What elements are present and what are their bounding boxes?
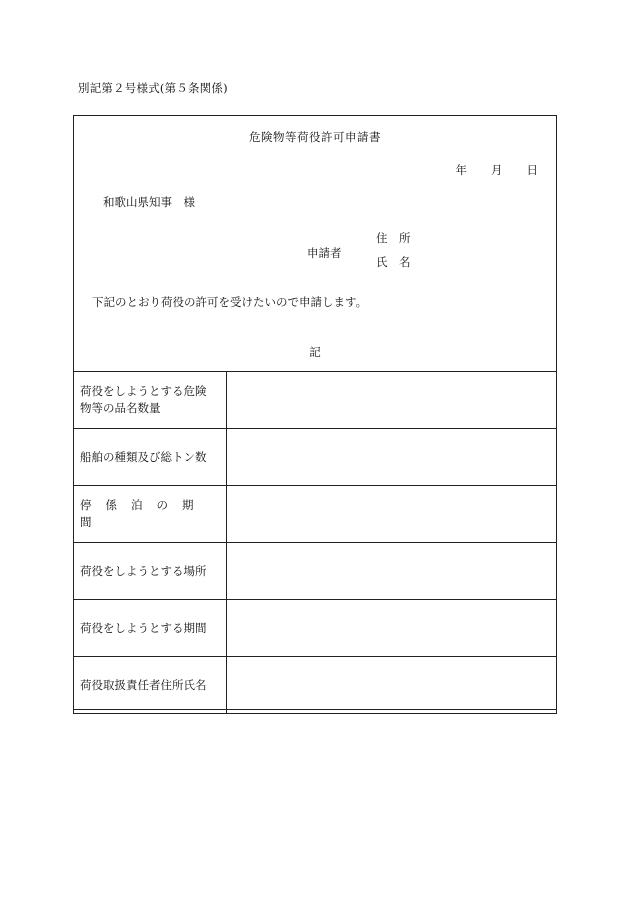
year-label: 年 — [455, 163, 467, 177]
row-value-field[interactable] — [227, 429, 557, 486]
month-label: 月 — [491, 163, 503, 177]
row-value-field[interactable] — [227, 657, 557, 714]
row-label-line2: 物等の品名数量 — [80, 401, 161, 415]
address-label: 住 所 — [376, 231, 411, 245]
row-value-field[interactable] — [227, 600, 557, 657]
table-row — [74, 372, 557, 429]
form-reference: 別記第２号様式(第５条関係) — [78, 81, 228, 95]
form-title: 危険物等荷役許可申請書 — [249, 130, 381, 144]
row-label — [74, 657, 227, 714]
row-label-line1: 荷役をしようとする場所 — [80, 563, 207, 578]
row-label-line1: 荷役をしようとする期間 — [80, 620, 207, 635]
row-label — [74, 543, 227, 600]
row-label — [74, 372, 227, 429]
date-row — [456, 162, 539, 178]
row-label — [74, 600, 227, 657]
table-row — [74, 429, 557, 486]
row-value-field[interactable] — [227, 486, 557, 543]
row-label-line1: 船舶の種類及び総トン数 — [80, 449, 207, 464]
row-label — [74, 486, 227, 543]
row-label-line1: 荷役をしようとする危険 — [80, 384, 207, 398]
table-row — [74, 657, 557, 714]
name-label: 氏 名 — [376, 255, 411, 269]
ki-heading: 記 — [309, 345, 321, 359]
row-value-field[interactable] — [227, 543, 557, 600]
row-label-line1: 停係泊の期間 — [80, 498, 208, 529]
row-value-field[interactable] — [227, 372, 557, 429]
application-form — [73, 115, 557, 710]
table-row — [74, 600, 557, 657]
row-label — [74, 429, 227, 486]
addressee: 和歌山県知事 様 — [103, 195, 195, 209]
day-label: 日 — [526, 163, 538, 177]
table-row — [74, 486, 557, 543]
items-table — [73, 371, 557, 714]
application-statement: 下記のとおり荷役の許可を受けたいので申請します。 — [92, 295, 368, 309]
applicant-label: 申請者 — [307, 246, 342, 260]
row-label-line1: 荷役取扱責任者住所氏名 — [80, 677, 207, 692]
table-row — [74, 543, 557, 600]
